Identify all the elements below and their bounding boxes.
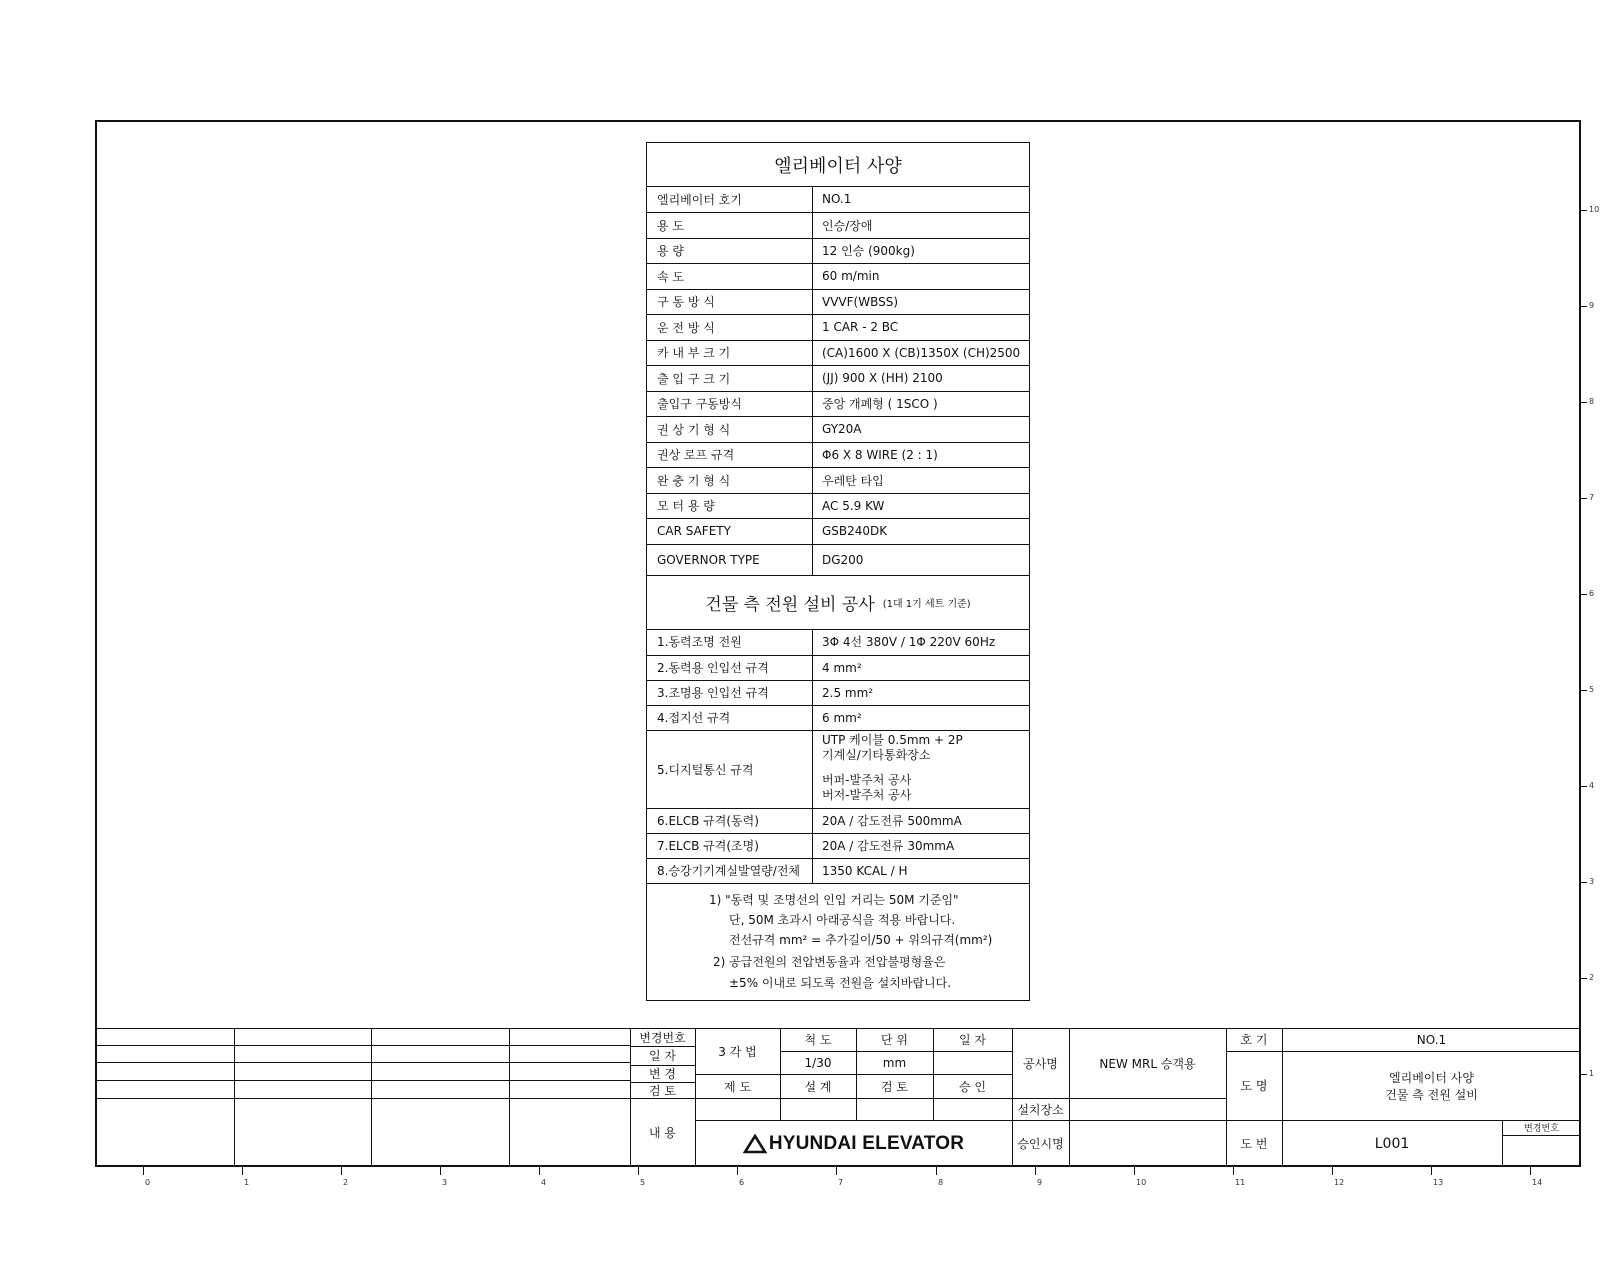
ruler-tick-label: 7: [1589, 493, 1595, 502]
spec-row-value: 중앙 개폐형 ( 1SCO ): [822, 397, 938, 411]
ruler-tick-label: 6: [1589, 589, 1595, 598]
spec-row-label: 엘리베이터 호기: [657, 192, 742, 207]
ruler-tick: [1581, 402, 1587, 403]
spec-row-label: GOVERNOR TYPE: [657, 552, 760, 567]
ruler-tick-label: 8: [938, 1178, 944, 1187]
spec-row-value: DG200: [822, 552, 864, 567]
scale-value: 1/30: [804, 1055, 832, 1070]
rev-date-label: 일 자: [649, 1049, 676, 1063]
spec-row-value: GY20A: [822, 422, 862, 436]
title-block: [95, 1028, 1581, 1167]
rev-number-label: 변경번호: [639, 1030, 686, 1045]
ruler-tick-label: 1: [1589, 1069, 1595, 1078]
bottom-border-ruler: [95, 1167, 1581, 1197]
projection-method: 3 각 법: [718, 1044, 757, 1059]
power-section-note: (1대 1기 세트 기준): [882, 598, 971, 610]
ruler-tick-label: 2: [343, 1178, 349, 1187]
ruler-tick: [1581, 978, 1587, 979]
ruler-tick: [1581, 1074, 1587, 1075]
spec-row-label: 완 충 기 형 식: [657, 473, 731, 488]
ruler-tick: [1581, 690, 1587, 691]
ruler-tick-label: 3: [442, 1178, 448, 1187]
date-label: 일 자: [959, 1033, 986, 1047]
ruler-tick-label: 9: [1037, 1178, 1043, 1187]
drawing-name-line: 건물 측 전원 설비: [1385, 1087, 1478, 1102]
spec-row-label: 권상 로프 규격: [657, 448, 735, 462]
ruler-tick-label: 1: [244, 1178, 250, 1187]
unit-label: 단 위: [881, 1033, 908, 1047]
site-label: 설치장소: [1017, 1102, 1064, 1117]
power-column-divider: [812, 629, 813, 883]
ruler-tick: [1134, 1167, 1135, 1175]
spec-row-label: 카 내 부 크 기: [657, 346, 731, 360]
ruler-tick-label: 13: [1433, 1178, 1444, 1187]
ruler-tick-label: 5: [1589, 685, 1595, 694]
car-number-value: NO.1: [1416, 1032, 1447, 1047]
power-row-value: 2.5 mm²: [822, 685, 874, 700]
ruler-tick: [737, 1167, 738, 1175]
rev-review-label: 검 토: [649, 1083, 676, 1098]
approve-label: 승 인: [959, 1079, 986, 1094]
ruler-tick-label: 12: [1334, 1178, 1345, 1187]
ruler-tick: [1431, 1167, 1432, 1175]
digital-comm-value: [822, 733, 963, 803]
drawing-name-line: 엘리베이터 사양: [1389, 1070, 1474, 1085]
rev-content-label: 내 용: [649, 1126, 676, 1140]
spec-row-label: 운 전 방 식: [657, 320, 715, 335]
digital-line: 기계실/기타통화장소: [822, 748, 931, 762]
power-row-value: 20A / 감도전류 30mmA: [822, 839, 955, 853]
digital-line: 버저-발주처 공사: [822, 788, 912, 802]
scale-label: 척 도: [804, 1033, 832, 1047]
spec-row-value: AC 5.9 KW: [822, 498, 885, 513]
ruler-tick: [1581, 594, 1587, 595]
ruler-tick: [638, 1167, 639, 1175]
spec-row-value: VVVF(WBSS): [822, 294, 899, 309]
spec-title: 엘리베이터 사양: [774, 155, 902, 177]
company-logo: [695, 1120, 1012, 1167]
ruler-tick-label: 2: [1589, 973, 1595, 982]
power-row-value: 1350 KCAL / H: [822, 863, 908, 878]
ruler-tick-label: 3: [1589, 877, 1595, 886]
spec-row-value: 12 인승 (900kg): [822, 244, 915, 258]
project-value: NEW MRL 승객용: [1099, 1056, 1196, 1071]
digital-line: 버퍼-발주처 공사: [822, 773, 912, 787]
ruler-tick: [1581, 306, 1587, 307]
ruler-tick-label: 4: [1589, 781, 1595, 790]
drawn-label: 제 도: [724, 1079, 751, 1094]
ruler-tick-label: 7: [838, 1178, 844, 1187]
power-row-label: 4.접지선 규격: [657, 711, 731, 725]
rev-change-label: 변 경: [649, 1067, 676, 1081]
note-line: 1) "동력 및 조명선의 인입 거리는 50M 기준임": [709, 893, 959, 907]
ruler-tick-label: 0: [145, 1178, 151, 1187]
ruler-tick: [936, 1167, 937, 1175]
ruler-tick-label: 9: [1589, 301, 1595, 310]
drawing-name-label: 도 명: [1240, 1079, 1268, 1093]
ruler-tick: [341, 1167, 342, 1175]
spec-row-label: 출입구 구동방식: [657, 397, 742, 411]
power-section-title: [647, 575, 1029, 629]
power-row-label: 6.ELCB 규격(동력): [657, 814, 759, 828]
project-label: 공사명: [1023, 1056, 1058, 1071]
receive-label: 승인시명: [1017, 1137, 1064, 1151]
note-line: 단, 50M 초과시 아래공식을 적용 바랍니다.: [729, 913, 956, 927]
digital-line: UTP 케이블 0.5mm + 2P: [822, 733, 963, 747]
triangle-logo-icon: [743, 1134, 767, 1154]
spec-notes: [647, 883, 1029, 1001]
spec-row-label: 권 상 기 형 식: [657, 422, 731, 437]
spec-row-value: 60 m/min: [822, 269, 880, 283]
spec-row-value: 인승/장애: [822, 218, 873, 233]
spec-row-label: 속 도: [657, 269, 684, 284]
spec-row-value: (JJ) 900 X (HH) 2100: [822, 371, 943, 385]
power-section-heading: 건물 측 전원 설비 공사: [705, 594, 875, 615]
spec-row-label: 구 동 방 식: [657, 295, 715, 309]
unit-value: mm: [882, 1055, 907, 1070]
spec-row-label: CAR SAFETY: [657, 524, 731, 538]
power-row-label: 3.조명용 인입선 규격: [657, 686, 769, 700]
spec-row-label: 모 터 용 량: [657, 499, 715, 513]
spec-row-value: Φ6 X 8 WIRE (2 : 1): [822, 447, 938, 462]
ruler-tick: [539, 1167, 540, 1175]
ruler-tick: [1035, 1167, 1036, 1175]
car-number-label: 호 기: [1240, 1033, 1268, 1047]
ruler-tick-label: 5: [640, 1178, 646, 1187]
ruler-tick: [1233, 1167, 1234, 1175]
ruler-tick-label: 4: [541, 1178, 547, 1187]
spec-row-label: 출 입 구 크 기: [657, 371, 731, 386]
ruler-tick: [1530, 1167, 1531, 1175]
digital-comm-label: 5.디지털통신 규격: [657, 762, 754, 777]
power-row-label: 8.승강기기계실발열량/전체: [657, 864, 801, 878]
power-row-value: 4 mm²: [822, 660, 862, 675]
date-value: [933, 1051, 1012, 1074]
power-row-value: 6 mm²: [822, 710, 862, 725]
power-row-label: 2.동력용 인입선 규격: [657, 661, 769, 675]
ruler-tick-label: 10: [1136, 1178, 1147, 1187]
drawing-name: [1282, 1051, 1581, 1120]
power-row-label: 1.동력조명 전원: [657, 635, 742, 649]
ruler-tick: [1581, 498, 1587, 499]
ruler-tick-label: 14: [1532, 1178, 1543, 1187]
elevator-spec-table: [646, 142, 1030, 1001]
spec-row-value: (CA)1600 X (CB)1350X (CH)2500: [822, 345, 1021, 360]
spec-row-label: 용 량: [657, 244, 684, 258]
ruler-tick-label: 8: [1589, 397, 1595, 406]
ruler-tick: [1581, 786, 1587, 787]
ruler-tick: [143, 1167, 144, 1175]
ruler-tick-label: 10: [1589, 205, 1600, 214]
check-label: 검 토: [881, 1079, 908, 1094]
ruler-tick: [1581, 210, 1587, 211]
spec-column-divider: [812, 186, 813, 575]
note-line: ±5% 이내로 되도록 전원을 설치바랍니다.: [729, 976, 952, 990]
spec-row-value: GSB240DK: [822, 524, 888, 538]
power-row-value: 3Φ 4선 380V / 1Φ 220V 60Hz: [822, 635, 996, 649]
spec-row-value: NO.1: [822, 192, 852, 206]
ruler-tick-label: 6: [739, 1178, 745, 1187]
note-line: 2) 공급전원의 전압변동율과 전압불평형율은: [713, 955, 946, 969]
ruler-tick-label: 11: [1235, 1178, 1246, 1187]
spec-row-value: 1 CAR - 2 BC: [822, 320, 899, 334]
drawing-number: L001: [1374, 1135, 1410, 1152]
power-row-label: 7.ELCB 규격(조명): [657, 839, 759, 853]
spec-row-value: 우레탄 타입: [822, 473, 884, 488]
ruler-tick: [1332, 1167, 1333, 1175]
design-label: 설 계: [804, 1079, 832, 1094]
note-line: 전선규격 mm² = 추가길이/50 + 위의규격(mm²): [729, 933, 993, 947]
ruler-tick: [836, 1167, 837, 1175]
ruler-tick: [440, 1167, 441, 1175]
power-row-value: 20A / 감도전류 500mmA: [822, 814, 962, 828]
drawing-number-label: 도 번: [1240, 1137, 1268, 1151]
ruler-tick: [242, 1167, 243, 1175]
revision-box-label: 변경번호: [1524, 1124, 1559, 1134]
spec-row-label: 용 도: [657, 218, 684, 233]
company-name: HYUNDAI ELEVATOR: [768, 1132, 965, 1154]
ruler-tick: [1581, 882, 1587, 883]
